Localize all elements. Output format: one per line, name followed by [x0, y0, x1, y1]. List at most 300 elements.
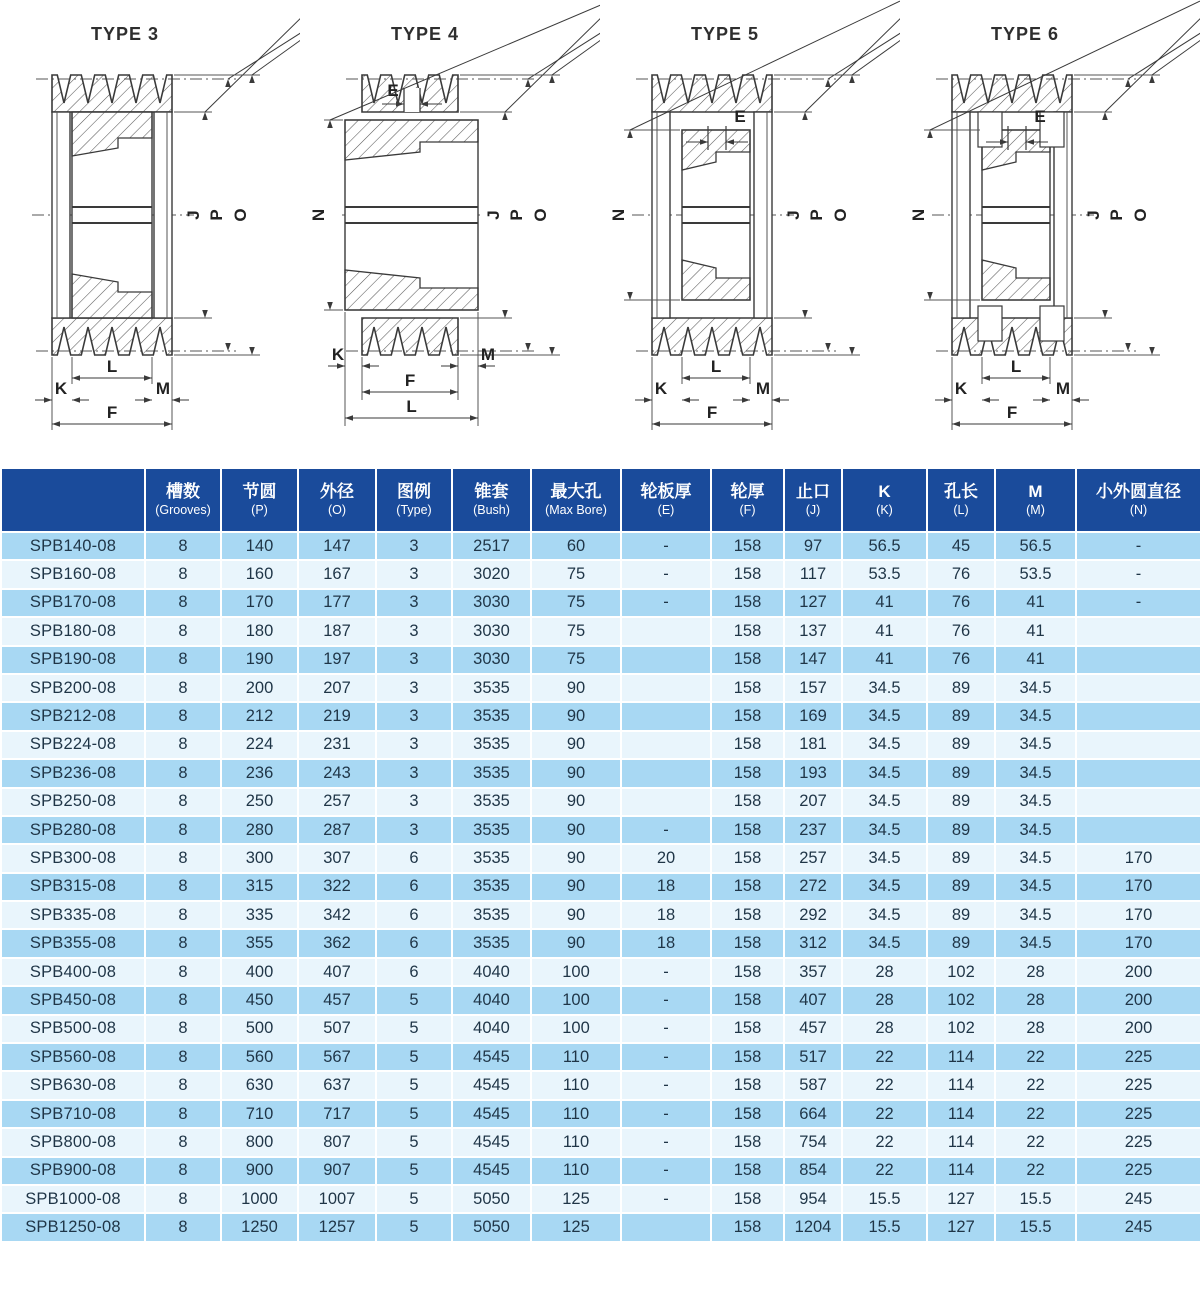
value-cell: 3 [376, 731, 452, 759]
dimension-label: J [1084, 210, 1103, 220]
value-cell: 193 [784, 759, 842, 787]
value-cell: 8 [145, 731, 221, 759]
value-cell: 158 [711, 901, 784, 929]
value-cell: 53.5 [842, 560, 927, 588]
column-header-zh: 外径 [320, 482, 354, 502]
dimension-label: P [1107, 209, 1126, 221]
value-cell: 89 [927, 702, 995, 730]
dimension-label: F [106, 403, 118, 422]
value-cell: 754 [784, 1128, 842, 1156]
table-row [1, 844, 1200, 872]
value-cell: 200 [221, 674, 298, 702]
column-header-11 [927, 468, 995, 532]
model-cell: SPB710-08 [1, 1100, 145, 1128]
table-row [1, 589, 1200, 617]
value-cell: 307 [298, 844, 376, 872]
value-cell: 3 [376, 702, 452, 730]
value-cell: 8 [145, 759, 221, 787]
value-cell: 170 [1076, 901, 1200, 929]
value-cell: 34.5 [995, 674, 1076, 702]
column-header-en: (E) [657, 503, 675, 518]
value-cell: 158 [711, 1015, 784, 1043]
pulley-drawings-row [0, 0, 1200, 453]
value-cell: 3 [376, 674, 452, 702]
value-cell: 954 [784, 1185, 842, 1213]
model-cell: SPB1000-08 [1, 1185, 145, 1213]
value-cell: - [621, 1157, 711, 1185]
value-cell: 89 [927, 844, 995, 872]
dimension-label: K [654, 379, 668, 398]
dimension-label: K [54, 379, 68, 398]
value-cell: 3 [376, 560, 452, 588]
dimension-label: L [710, 357, 722, 376]
drawing-title: TYPE 4 [390, 24, 460, 44]
value-cell: 90 [531, 816, 621, 844]
value-cell: 212 [221, 702, 298, 730]
value-cell: 22 [842, 1043, 927, 1071]
value-cell: 4040 [452, 958, 531, 986]
value-cell: 8 [145, 1213, 221, 1241]
table-row [1, 1213, 1200, 1241]
value-cell: 8 [145, 646, 221, 674]
model-cell: SPB180-08 [1, 617, 145, 645]
dimension-label: O [831, 208, 850, 222]
model-cell: SPB224-08 [1, 731, 145, 759]
column-header-zh: 小外圆直径 [1096, 482, 1181, 502]
value-cell: 900 [221, 1157, 298, 1185]
dimension-label: K [954, 379, 968, 398]
value-cell: 125 [531, 1185, 621, 1213]
value-cell: 8 [145, 816, 221, 844]
value-cell: 4040 [452, 1015, 531, 1043]
column-header-en: (J) [805, 503, 821, 518]
value-cell: 8 [145, 617, 221, 645]
value-cell: 89 [927, 901, 995, 929]
value-cell: 158 [711, 674, 784, 702]
value-cell: 127 [927, 1185, 995, 1213]
value-cell: 3535 [452, 901, 531, 929]
value-cell: 236 [221, 759, 298, 787]
value-cell: 560 [221, 1043, 298, 1071]
column-header-en: (N) [1129, 503, 1148, 518]
value-cell: 200 [1076, 1015, 1200, 1043]
value-cell: 158 [711, 1128, 784, 1156]
value-cell: 56.5 [842, 532, 927, 560]
dimension-label: K [331, 345, 345, 364]
value-cell: 28 [842, 986, 927, 1014]
column-header-model [1, 468, 145, 532]
value-cell: 3020 [452, 560, 531, 588]
value-cell: 8 [145, 958, 221, 986]
value-cell: 110 [531, 1043, 621, 1071]
value-cell: 3535 [452, 929, 531, 957]
value-cell: 90 [531, 788, 621, 816]
value-cell: 76 [927, 589, 995, 617]
value-cell: 110 [531, 1157, 621, 1185]
table-row [1, 1157, 1200, 1185]
value-cell: 207 [784, 788, 842, 816]
value-cell: 8 [145, 1071, 221, 1099]
value-cell: 5 [376, 1213, 452, 1241]
value-cell: 22 [995, 1157, 1076, 1185]
value-cell: 407 [298, 958, 376, 986]
value-cell: 207 [298, 674, 376, 702]
value-cell: 41 [842, 646, 927, 674]
dimension-label: P [507, 209, 526, 221]
value-cell: 907 [298, 1157, 376, 1185]
value-cell: 3030 [452, 589, 531, 617]
value-cell: 3 [376, 788, 452, 816]
column-header-12 [995, 468, 1076, 532]
value-cell: 300 [221, 844, 298, 872]
value-cell: 6 [376, 958, 452, 986]
value-cell: 5 [376, 1100, 452, 1128]
value-cell: 41 [842, 589, 927, 617]
column-header-zh: 锥套 [474, 482, 509, 502]
value-cell: 22 [995, 1128, 1076, 1156]
column-header-en: (P) [251, 503, 268, 518]
value-cell: 450 [221, 986, 298, 1014]
value-cell: - [621, 1100, 711, 1128]
value-cell: - [621, 958, 711, 986]
table-row [1, 532, 1200, 560]
value-cell: 45 [927, 532, 995, 560]
value-cell: 18 [621, 929, 711, 957]
value-cell: 312 [784, 929, 842, 957]
dimension-label: L [106, 357, 118, 376]
value-cell: - [1076, 589, 1200, 617]
value-cell: 567 [298, 1043, 376, 1071]
value-cell: 6 [376, 844, 452, 872]
value-cell: 114 [927, 1043, 995, 1071]
dimension-label: J [484, 210, 503, 220]
model-cell: SPB450-08 [1, 986, 145, 1014]
dimension-label: N [309, 208, 328, 222]
value-cell: - [621, 560, 711, 588]
value-cell: 76 [927, 617, 995, 645]
table-row [1, 929, 1200, 957]
value-cell: 158 [711, 929, 784, 957]
value-cell: 3 [376, 532, 452, 560]
value-cell: 125 [531, 1213, 621, 1241]
value-cell: 287 [298, 816, 376, 844]
value-cell [621, 788, 711, 816]
value-cell: 110 [531, 1100, 621, 1128]
value-cell: 158 [711, 646, 784, 674]
value-cell: 170 [1076, 929, 1200, 957]
value-cell: 3 [376, 646, 452, 674]
model-cell: SPB560-08 [1, 1043, 145, 1071]
value-cell: 3535 [452, 844, 531, 872]
value-cell: 3030 [452, 617, 531, 645]
value-cell [621, 1213, 711, 1241]
table-row [1, 986, 1200, 1014]
column-header-13 [1076, 468, 1200, 532]
dimension-label: N [609, 208, 628, 222]
value-cell: 127 [927, 1213, 995, 1241]
value-cell: 8 [145, 532, 221, 560]
value-cell: 4545 [452, 1157, 531, 1185]
value-cell: 34.5 [995, 901, 1076, 929]
value-cell: 157 [784, 674, 842, 702]
value-cell: 457 [784, 1015, 842, 1043]
value-cell: - [621, 986, 711, 1014]
table-row [1, 788, 1200, 816]
value-cell: 28 [995, 958, 1076, 986]
table-row [1, 873, 1200, 901]
value-cell: 243 [298, 759, 376, 787]
value-cell: 28 [995, 1015, 1076, 1043]
value-cell: 140 [221, 532, 298, 560]
value-cell: 102 [927, 986, 995, 1014]
value-cell: 34.5 [842, 674, 927, 702]
dimension-label: L [406, 397, 417, 416]
value-cell: 167 [298, 560, 376, 588]
table-row [1, 1043, 1200, 1071]
value-cell: 158 [711, 617, 784, 645]
dimension-label: F [1006, 403, 1018, 422]
value-cell: 3 [376, 759, 452, 787]
column-header-en: (M) [1026, 503, 1045, 518]
value-cell: 8 [145, 844, 221, 872]
value-cell: 170 [221, 589, 298, 617]
value-cell: 3535 [452, 702, 531, 730]
value-cell: 56.5 [995, 532, 1076, 560]
value-cell: 280 [221, 816, 298, 844]
value-cell: 34.5 [995, 929, 1076, 957]
value-cell [1076, 788, 1200, 816]
value-cell: - [621, 589, 711, 617]
model-cell: SPB160-08 [1, 560, 145, 588]
value-cell: 6 [376, 901, 452, 929]
value-cell: 237 [784, 816, 842, 844]
value-cell: 90 [531, 901, 621, 929]
value-cell: 200 [1076, 986, 1200, 1014]
value-cell: 1000 [221, 1185, 298, 1213]
value-cell: 8 [145, 788, 221, 816]
value-cell: 89 [927, 788, 995, 816]
value-cell: 342 [298, 901, 376, 929]
column-header-zh: K [878, 482, 891, 502]
table-row [1, 1100, 1200, 1128]
model-cell: SPB250-08 [1, 788, 145, 816]
value-cell: 3535 [452, 731, 531, 759]
value-cell: - [621, 816, 711, 844]
drawing-title: TYPE 3 [90, 24, 160, 44]
value-cell: 147 [298, 532, 376, 560]
value-cell: 41 [842, 617, 927, 645]
value-cell: 5 [376, 1157, 452, 1185]
model-cell: SPB280-08 [1, 816, 145, 844]
value-cell: 1204 [784, 1213, 842, 1241]
value-cell: 8 [145, 1185, 221, 1213]
value-cell: 8 [145, 1157, 221, 1185]
value-cell: 137 [784, 617, 842, 645]
value-cell: 89 [927, 816, 995, 844]
value-cell: 177 [298, 589, 376, 617]
model-cell: SPB315-08 [1, 873, 145, 901]
value-cell: 20 [621, 844, 711, 872]
column-header-en: (Bush) [473, 503, 510, 518]
model-cell: SPB630-08 [1, 1071, 145, 1099]
value-cell [1076, 702, 1200, 730]
column-header-zh: 轮板厚 [640, 482, 692, 502]
value-cell: 114 [927, 1071, 995, 1099]
value-cell [1076, 731, 1200, 759]
value-cell: 8 [145, 560, 221, 588]
value-cell: 76 [927, 646, 995, 674]
column-header-7 [621, 468, 711, 532]
table-row [1, 617, 1200, 645]
value-cell: 517 [784, 1043, 842, 1071]
value-cell [1076, 759, 1200, 787]
value-cell: 224 [221, 731, 298, 759]
value-cell: 53.5 [995, 560, 1076, 588]
value-cell: 8 [145, 1015, 221, 1043]
value-cell: - [1076, 560, 1200, 588]
model-cell: SPB335-08 [1, 901, 145, 929]
value-cell: 158 [711, 873, 784, 901]
column-header-10 [842, 468, 927, 532]
value-cell: 158 [711, 759, 784, 787]
value-cell: 22 [995, 1100, 1076, 1128]
table-row [1, 901, 1200, 929]
table-row [1, 1015, 1200, 1043]
value-cell: 4545 [452, 1128, 531, 1156]
value-cell: 90 [531, 873, 621, 901]
value-cell: 41 [995, 646, 1076, 674]
column-header-en: (F) [739, 503, 756, 518]
value-cell: 8 [145, 901, 221, 929]
value-cell: 3535 [452, 816, 531, 844]
value-cell [621, 702, 711, 730]
value-cell: 158 [711, 1213, 784, 1241]
value-cell: 257 [298, 788, 376, 816]
column-header-zh: 轮厚 [730, 482, 765, 502]
model-cell: SPB236-08 [1, 759, 145, 787]
value-cell: 34.5 [842, 929, 927, 957]
model-cell: SPB190-08 [1, 646, 145, 674]
value-cell: 15.5 [995, 1213, 1076, 1241]
dimension-label: E [1034, 107, 1046, 126]
table-row [1, 702, 1200, 730]
model-cell: SPB500-08 [1, 1015, 145, 1043]
table-row [1, 646, 1200, 674]
value-cell: - [1076, 532, 1200, 560]
dimension-label: J [784, 210, 803, 220]
value-cell: 272 [784, 873, 842, 901]
value-cell: 8 [145, 1043, 221, 1071]
column-header-1 [145, 468, 221, 532]
value-cell: - [621, 1128, 711, 1156]
value-cell: 90 [531, 759, 621, 787]
value-cell: 158 [711, 1100, 784, 1128]
value-cell: 90 [531, 844, 621, 872]
value-cell: 225 [1076, 1100, 1200, 1128]
value-cell: 158 [711, 532, 784, 560]
pulley-drawing-type-5 [600, 0, 900, 453]
value-cell: 3535 [452, 759, 531, 787]
table-row [1, 1071, 1200, 1099]
header-row [1, 468, 1200, 532]
value-cell: 6 [376, 929, 452, 957]
value-cell: 500 [221, 1015, 298, 1043]
value-cell: 41 [995, 617, 1076, 645]
value-cell: 158 [711, 1157, 784, 1185]
pulley-drawing-type-3 [0, 0, 300, 453]
value-cell: 158 [711, 1185, 784, 1213]
value-cell: 3535 [452, 788, 531, 816]
value-cell: 160 [221, 560, 298, 588]
value-cell: 225 [1076, 1128, 1200, 1156]
value-cell: 75 [531, 646, 621, 674]
value-cell: 407 [784, 986, 842, 1014]
value-cell: 1257 [298, 1213, 376, 1241]
value-cell: 22 [842, 1071, 927, 1099]
value-cell: 6 [376, 873, 452, 901]
value-cell: 5 [376, 1071, 452, 1099]
value-cell: 41 [995, 589, 1076, 617]
value-cell: 5 [376, 1185, 452, 1213]
value-cell: 190 [221, 646, 298, 674]
dimension-label: L [1010, 357, 1022, 376]
value-cell: 158 [711, 816, 784, 844]
value-cell: 75 [531, 560, 621, 588]
value-cell: 110 [531, 1071, 621, 1099]
table-row [1, 816, 1200, 844]
value-cell: 117 [784, 560, 842, 588]
value-cell: 158 [711, 560, 784, 588]
value-cell: 710 [221, 1100, 298, 1128]
value-cell: 90 [531, 929, 621, 957]
value-cell: 4040 [452, 986, 531, 1014]
value-cell: 89 [927, 929, 995, 957]
value-cell: 180 [221, 617, 298, 645]
value-cell: 400 [221, 958, 298, 986]
value-cell: 5 [376, 1128, 452, 1156]
value-cell: 34.5 [842, 873, 927, 901]
value-cell: 97 [784, 532, 842, 560]
table-row [1, 560, 1200, 588]
value-cell: 8 [145, 674, 221, 702]
column-header-5 [452, 468, 531, 532]
column-header-en: (Type) [396, 503, 432, 518]
value-cell: 197 [298, 646, 376, 674]
value-cell: 5050 [452, 1213, 531, 1241]
value-cell: 34.5 [995, 702, 1076, 730]
value-cell [1076, 617, 1200, 645]
value-cell: 158 [711, 788, 784, 816]
value-cell: 257 [784, 844, 842, 872]
value-cell: - [621, 1015, 711, 1043]
value-cell [1076, 646, 1200, 674]
value-cell: 5 [376, 1015, 452, 1043]
value-cell: 158 [711, 1043, 784, 1071]
value-cell: 34.5 [995, 731, 1076, 759]
value-cell: 800 [221, 1128, 298, 1156]
dimension-label: O [231, 208, 250, 222]
value-cell: 89 [927, 873, 995, 901]
value-cell: 158 [711, 589, 784, 617]
value-cell: 158 [711, 844, 784, 872]
value-cell: 322 [298, 873, 376, 901]
value-cell: 34.5 [842, 759, 927, 787]
value-cell: 90 [531, 731, 621, 759]
value-cell: 245 [1076, 1213, 1200, 1241]
value-cell: 362 [298, 929, 376, 957]
value-cell: 664 [784, 1100, 842, 1128]
model-cell: SPB800-08 [1, 1128, 145, 1156]
